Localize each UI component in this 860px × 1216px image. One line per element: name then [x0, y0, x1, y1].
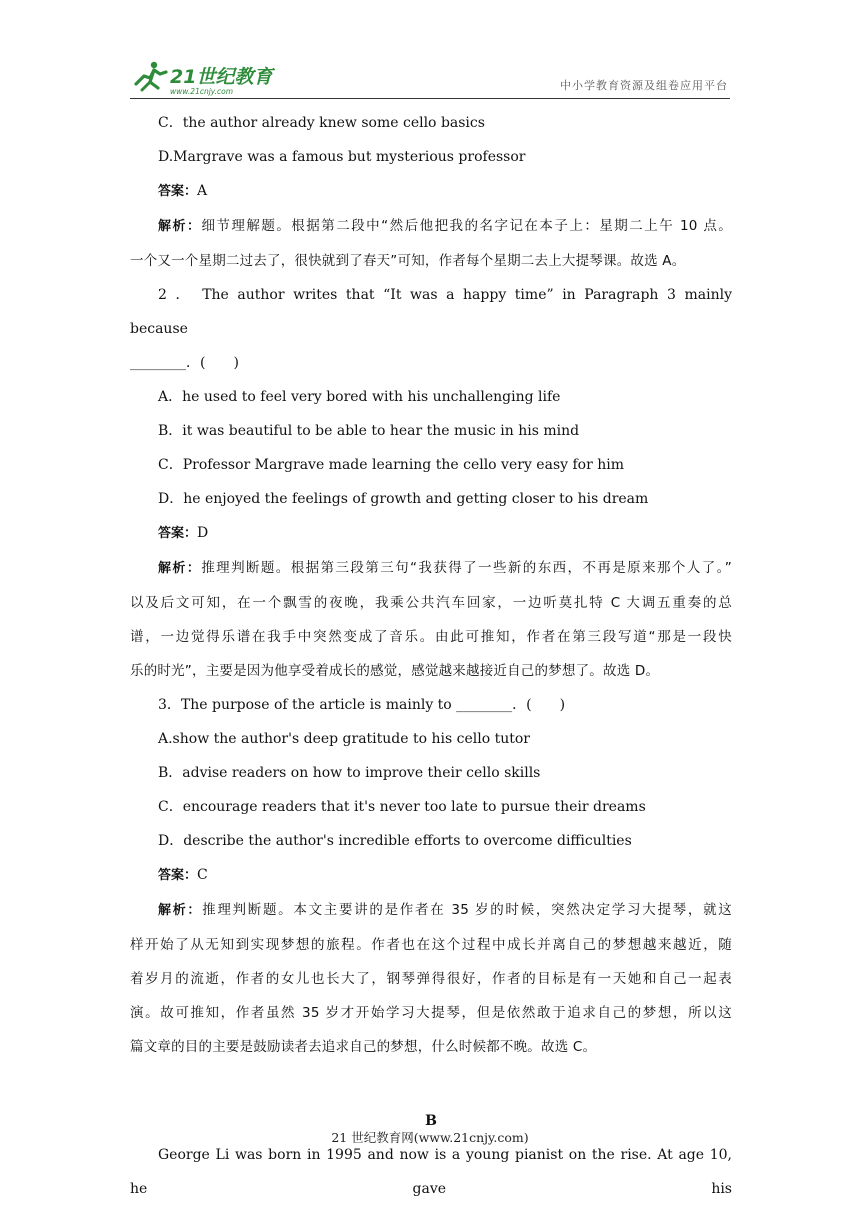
q1-option-c: C．the author already knew some cello basics	[158, 115, 485, 131]
q2-option-a: A．he used to feel very bored with his unchallenging life	[158, 389, 561, 405]
analysis-text: 推理判断题。根据第三段第三句“我获得了一些新的东西，不再是原来那个人了。”	[201, 560, 733, 576]
q2-analysis-line: 以及后文可知，在一个飘雪的夜晚，我乘公共汽车回家，一边听莫扎特 C 大调五重奏的总	[130, 595, 732, 611]
answer-value: A	[197, 183, 208, 199]
logo-main-text: 21世纪教育	[170, 66, 273, 88]
analysis-text: 细节理解题。根据第二段中“然后他把我的名字记在本子上：星期二上午 10 点。	[201, 218, 732, 234]
q2-option-b: B．it was beautiful to be able to hear the music in his mind	[158, 423, 580, 439]
q2-stem: 2 ． The author writes that “It was a happy time” in Paragraph 3 mainly because	[130, 287, 732, 337]
q3-stem: 3．The purpose of the article is mainly to ________．( )	[158, 697, 566, 713]
platform-tagline: 中小学教育资源及组卷应用平台	[560, 79, 728, 92]
answer-value: C	[197, 867, 208, 883]
passage-b-line: George Li was born in 1995 and now is a young pianist on the rise. At age 10, he gave his	[130, 1147, 732, 1197]
q3-analysis-line: 演。故可推知，作者虽然 35 岁才开始学习大提琴，但是依然敢于追求自己的梦想，所以这	[130, 1005, 732, 1021]
analysis-label: 解析：	[158, 219, 202, 234]
q2-analysis-line	[130, 551, 732, 586]
q3-option-d: D．describe the author's incredible efforts to overcome difficulties	[158, 833, 632, 849]
site-logo	[130, 58, 290, 98]
answer-label: 答案：	[158, 184, 198, 199]
q3-answer	[130, 858, 732, 893]
section-b-title: B	[425, 1113, 437, 1129]
q3-option-c: C．encourage readers that it's never too late to pursue their dreams	[158, 799, 646, 815]
analysis-text: 推理判断题。本文主要讲的是作者在 35 岁的时候，突然决定学习大提琴，就这	[202, 902, 732, 918]
page-header	[130, 58, 730, 99]
document-body	[130, 106, 732, 1206]
answer-value: D	[197, 525, 209, 541]
q2-stem-blank: ________．( )	[130, 355, 239, 371]
q3-option-b: B．advise readers on how to improve their cello skills	[158, 765, 541, 781]
q2-analysis-line: 乐的时光”，主要是因为他享受着成长的感觉，感觉越来越接近自己的梦想了。故选 D。	[130, 663, 660, 679]
q3-option-a: A.show the author's deep gratitude to his cello tutor	[158, 731, 530, 747]
q2-option-d: D．he enjoyed the feelings of growth and getting closer to his dream	[158, 491, 649, 507]
analysis-label: 解析：	[158, 903, 203, 918]
q1-analysis-line: 一个又一个星期二过去了，很快就到了春天”可知，作者每个星期二去上大提琴课。故选 A。	[130, 253, 686, 269]
q2-option-c: C．Professor Margrave made learning the cello very easy for him	[158, 457, 625, 473]
q3-analysis-line: 样开始了从无知到实现梦想的旅程。作者也在这个过程中成长并离自己的梦想越来越近，随	[130, 937, 732, 953]
analysis-label: 解析：	[158, 561, 202, 576]
runner-icon	[136, 62, 166, 90]
q3-analysis-line	[130, 893, 732, 928]
answer-label: 答案：	[158, 868, 198, 883]
q2-answer	[130, 516, 732, 551]
q1-analysis-line	[130, 209, 732, 244]
logo-url-text: www.21cnjy.com	[170, 87, 234, 96]
answer-label: 答案：	[158, 526, 198, 541]
q3-analysis-line: 着岁月的流逝，作者的女儿也长大了，钢琴弹得很好，作者的目标是有一天她和自己一起表	[130, 971, 732, 987]
q1-answer	[130, 174, 732, 209]
page-footer: 21 世纪教育网(www.21cnjy.com)	[331, 1130, 529, 1145]
q1-option-d: D.Margrave was a famous but mysterious professor	[158, 149, 526, 165]
q2-analysis-line: 谱，一边觉得乐谱在我手中突然变成了音乐。由此可推知，作者在第三段写道“那是一段快	[130, 629, 732, 645]
q3-analysis-line: 篇文章的目的主要是鼓励读者去追求自己的梦想，什么时候都不晚。故选 C。	[130, 1039, 597, 1055]
